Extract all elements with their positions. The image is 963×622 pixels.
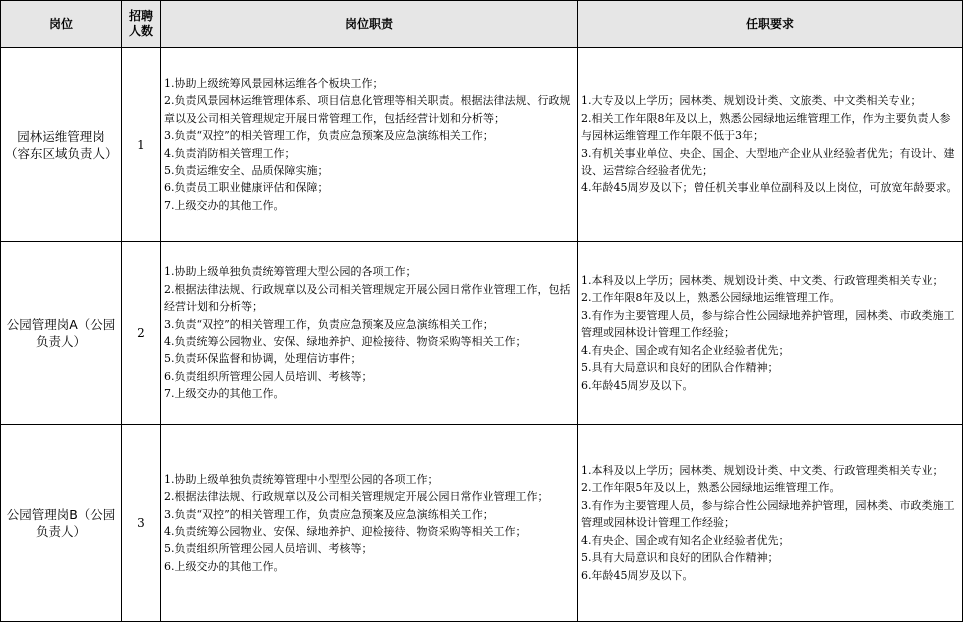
requirement-item: 4.年龄45周岁及以下；曾任机关事业单位副科及以上岗位，可放宽年龄要求。 [581,181,958,195]
duty-item: 3.负责“双控”的相关管理工作，负责应急预案及应急演练相关工作； [164,129,494,143]
requirement-item: 1.本科及以上学历；园林类、规划设计类、中文类、行政管理类相关专业； [581,464,944,478]
count-cell: 2 [122,242,161,425]
duty-item: 4.负责统筹公园物业、安保、绿地养护、迎检接待、物资采购等相关工作； [164,335,527,348]
duty-item: 7.上级交办的其他工作。 [164,387,285,401]
table-row [1,242,963,425]
duty-item: 7.上级交办的其他工作。 [164,198,285,212]
header-requirements: 任职要求 [578,1,963,48]
position-cell: 园林运维管理岗（容东区域负责人） [1,48,122,242]
header-row [1,1,963,48]
count-cell: 3 [122,425,161,622]
duty-item: 1.协助上级统筹风景园林运维各个板块工作； [164,76,384,90]
duties-cell [161,242,578,425]
duty-item: 4.负责消防相关管理工作； [164,146,296,160]
position-cell: 公园管理岗B（公园负责人） [1,425,122,622]
requirement-item: 6.年龄45周岁及以下。 [581,378,694,392]
duty-item: 4.负责统筹公园物业、安保、绿地养护、迎检接待、物资采购等相关工作； [164,525,527,538]
duty-item: 1.协助上级单独负责统筹管理中小型型公园的各项工作； [164,472,439,486]
requirement-item: 4.有央企、国企或有知名企业经验者优先； [581,533,790,547]
count-cell: 1 [122,48,161,242]
duty-item: 1.协助上级单独负责统筹管理大型公园的各项工作； [164,265,417,279]
position-cell: 公园管理岗A（公园负责人） [1,242,122,425]
duty-item: 5.负责环保监督和协调，处理信访事件； [164,352,362,366]
requirements-cell [578,242,963,425]
duty-item: 2.根据法律法规、行政规章以及公司相关管理规定开展公园日常作业管理工作； [164,490,549,504]
duty-item: 6.上级交办的其他工作。 [164,559,285,573]
requirement-item: 6.年龄45周岁及以下。 [581,568,694,582]
requirement-item: 5.具有大局意识和良好的团队合作精神； [581,551,779,565]
requirements-cell [578,48,963,242]
header-position: 岗位 [1,1,122,48]
requirement-item: 5.具有大局意识和良好的团队合作精神； [581,361,779,375]
requirement-item: 2.工作年限5年及以上，熟悉公园绿地运维管理工作。 [581,481,841,495]
duty-item: 5.负责组织所管理公园人员培训、考核等； [164,542,373,556]
duties-cell [161,425,578,622]
requirement-item: 3.有作为主要管理人员，参与综合性公园绿地养护管理，园林类、市政类施工管理或园林设计管理工作经验； [581,308,955,340]
duty-item: 2.负责风景园林运维管理体系、项目信息化管理等相关职责。根据法律法规、行政规章以及公司相关管理规定开展日常管理工作，包括经营计划和分析等； [164,94,571,125]
duty-item: 6.负责组织所管理公园人员培训、考核等； [164,369,373,383]
duty-item: 2.根据法律法规、行政规章以及公司相关管理规定开展公园日常作业管理工作，包括经营计划和分析等； [164,282,571,314]
requirement-item: 3.有机关事业单位、央企、国企、大型地产企业从业经验者优先；有设计、建设、运营综合经验者优先； [581,146,955,177]
duty-item: 5.负责运维安全、品质保障实施； [164,163,329,177]
requirement-item: 1.本科及以上学历；园林类、规划设计类、中文类、行政管理类相关专业； [581,274,944,288]
table-row [1,425,963,622]
requirement-item: 3.有作为主要管理人员，参与综合性公园绿地养护管理，园林类、市政类施工管理或园林设计管理工作经验； [581,498,955,530]
duty-item: 6.负责员工职业健康评估和保障； [164,181,329,195]
requirement-item: 2.工作年限8年及以上，熟悉公园绿地运维管理工作。 [581,291,841,305]
duty-item: 3.负责“双控”的相关管理工作，负责应急预案及应急演练相关工作； [164,317,494,331]
table-row [1,48,963,242]
requirements-cell [578,425,963,622]
header-count: 招聘人数 [122,1,161,48]
duty-item: 3.负责“双控”的相关管理工作，负责应急预案及应急演练相关工作； [164,507,494,521]
duties-cell [161,48,578,242]
header-duties: 岗位职责 [161,1,578,48]
requirement-item: 1.大专及以上学历；园林类、规划设计类、文旅类、中文类相关专业； [581,94,922,108]
requirement-item: 2.相关工作年限8年及以上，熟悉公园绿地运维管理工作，作为主要负责人参与园林运维管理工作年限不低于3年； [581,111,951,143]
requirement-item: 4.有央企、国企或有知名企业经验者优先； [581,343,790,357]
